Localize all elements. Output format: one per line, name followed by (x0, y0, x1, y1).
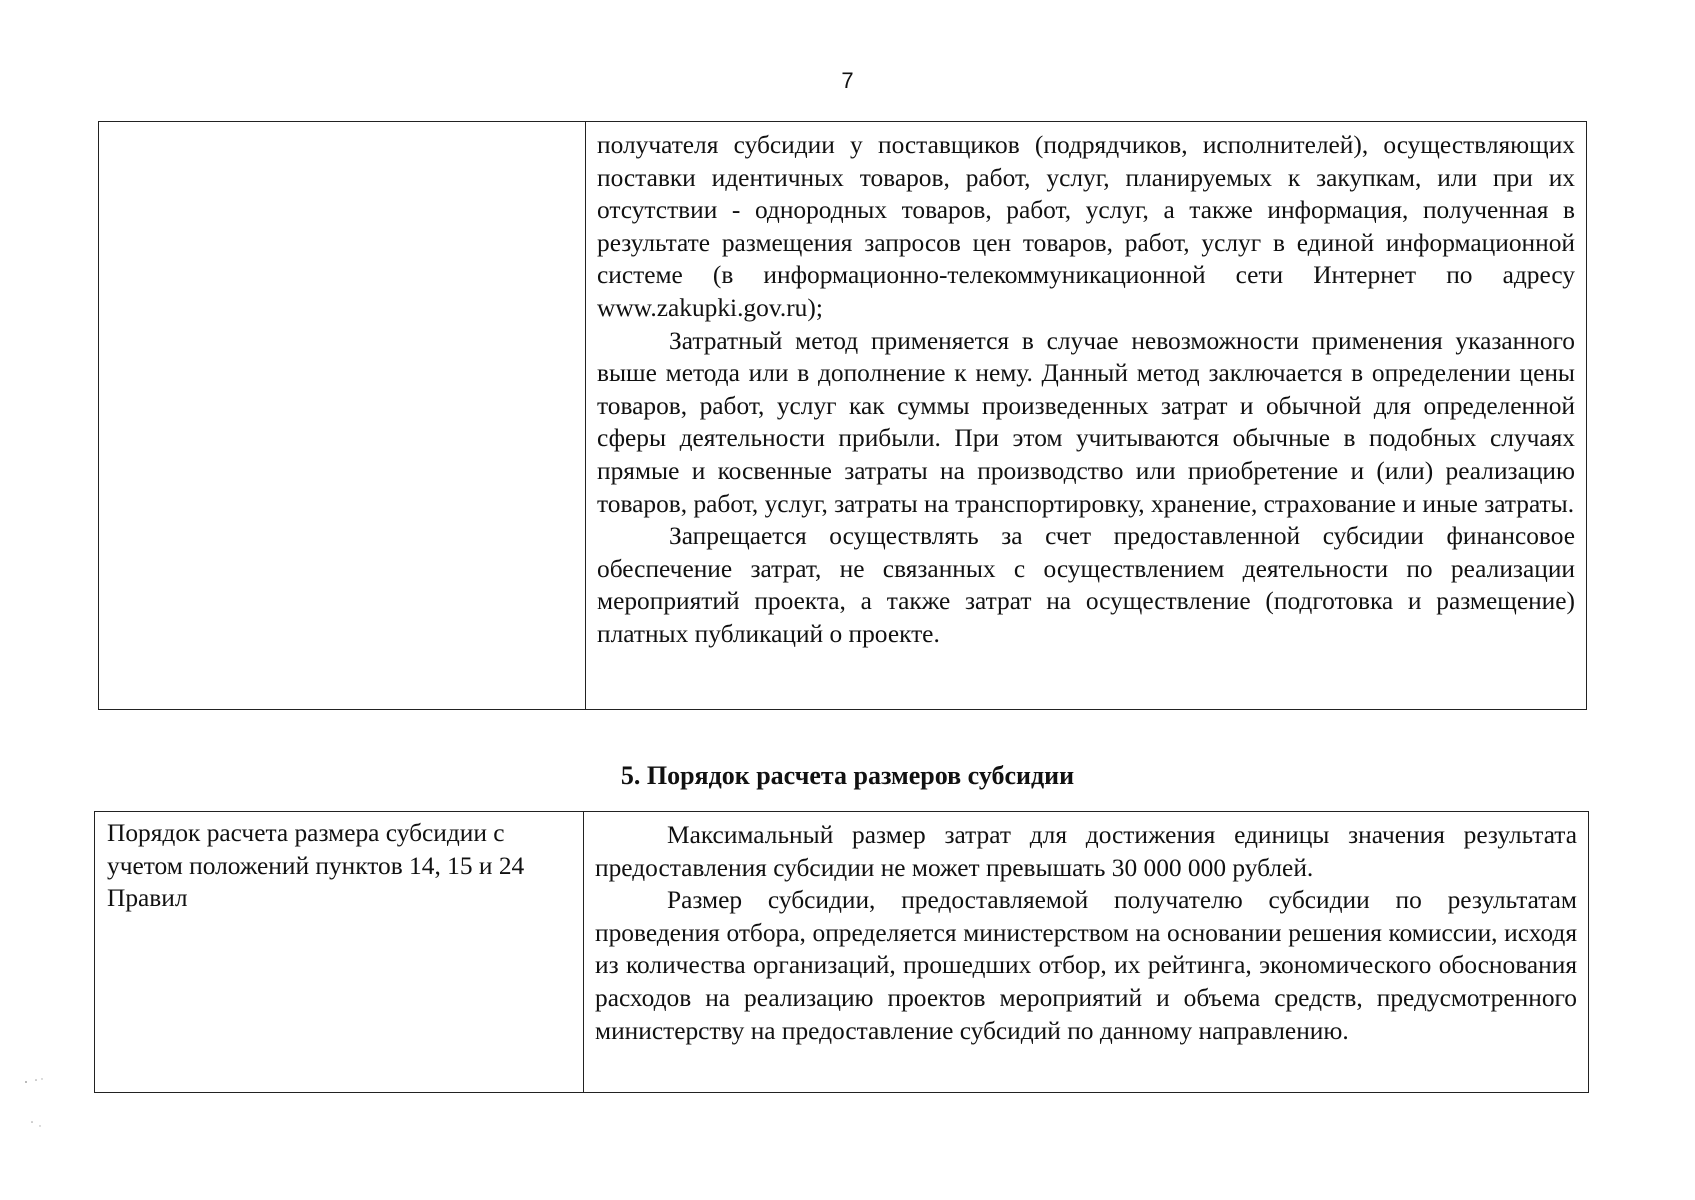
paragraph-price-sources-continued: получателя субсидии у поставщиков (подрядчиков, исполнителей), осуществляющих поставки идентичных товаров, работ, услуг, планируемых к закупкам, или при их отсутствии - однородных товаров, работ, услуг, а также информация, полученная в результате размещения запросов цен товаров, работ, услуг в единой информационной системе (в информационно-телекоммуникационной сети Интернет по адресу www.zakupki.gov.ru); (597, 131, 1575, 322)
scan-artifact-specks (22, 1078, 52, 1138)
cell-label-text: Порядок расчета размера субсидии с учетом положений пунктов 14, 15 и 24 Правил (107, 819, 525, 913)
paragraph-subsidy-size: Размер субсидии, предоставляемой получателю субсидии по результатам проведения отбора, определяется министерством на основании решения комиссии, исходя из количества организаций, прошедших отбор, их рейтинга, экономического обоснования расходов на реализацию проектов мероприятий и объема средств, предусмотренного министерству на предоставление субсидий по данному направлению. (595, 886, 1577, 1045)
cell-content-text (584, 812, 1588, 1047)
cell-label-text (99, 122, 585, 127)
table-cell-label (95, 812, 584, 1093)
paragraph-prohibited-expenses: Запрещается осуществлять за счет предоставленной субсидии финансовое обеспечение затрат, не связанных с осуществлением деятельности по реализации мероприятий проекта, а также затрат на осуществление (подготовка и размещение) платных публикаций о проекте. (597, 522, 1575, 648)
table-cell-label-empty (99, 122, 586, 710)
table-row (95, 812, 1589, 1093)
cell-content-text (586, 122, 1586, 651)
paragraph-max-cost: Максимальный размер затрат для достижения единицы значения результата предоставления субсидии не может превышать 30 000 000 рублей. (595, 821, 1577, 882)
table-cell-content (586, 122, 1587, 710)
table-cell-content (584, 812, 1589, 1093)
paragraph-cost-method: Затратный метод применяется в случае невозможности применения указанного выше метода или в дополнение к нему. Данный метод заключается в определении цены товаров, работ, услуг как суммы произведенных затрат и обычной для определенной сферы деятельности прибыли. При этом учитываются обычные в подобных случаях прямые и косвенные затраты на производство или приобретение и (или) реализацию товаров, работ, услуг, затраты на транспортировку, хранение, страхование и иные затраты. (597, 326, 1575, 518)
section-heading: 5. Порядок расчета размеров субсидии (620, 761, 1075, 790)
subsidy-calculation-table (94, 811, 1589, 1093)
page-number: 7 (841, 68, 854, 93)
table-row (99, 122, 1587, 710)
requirements-table-continued (98, 121, 1587, 710)
